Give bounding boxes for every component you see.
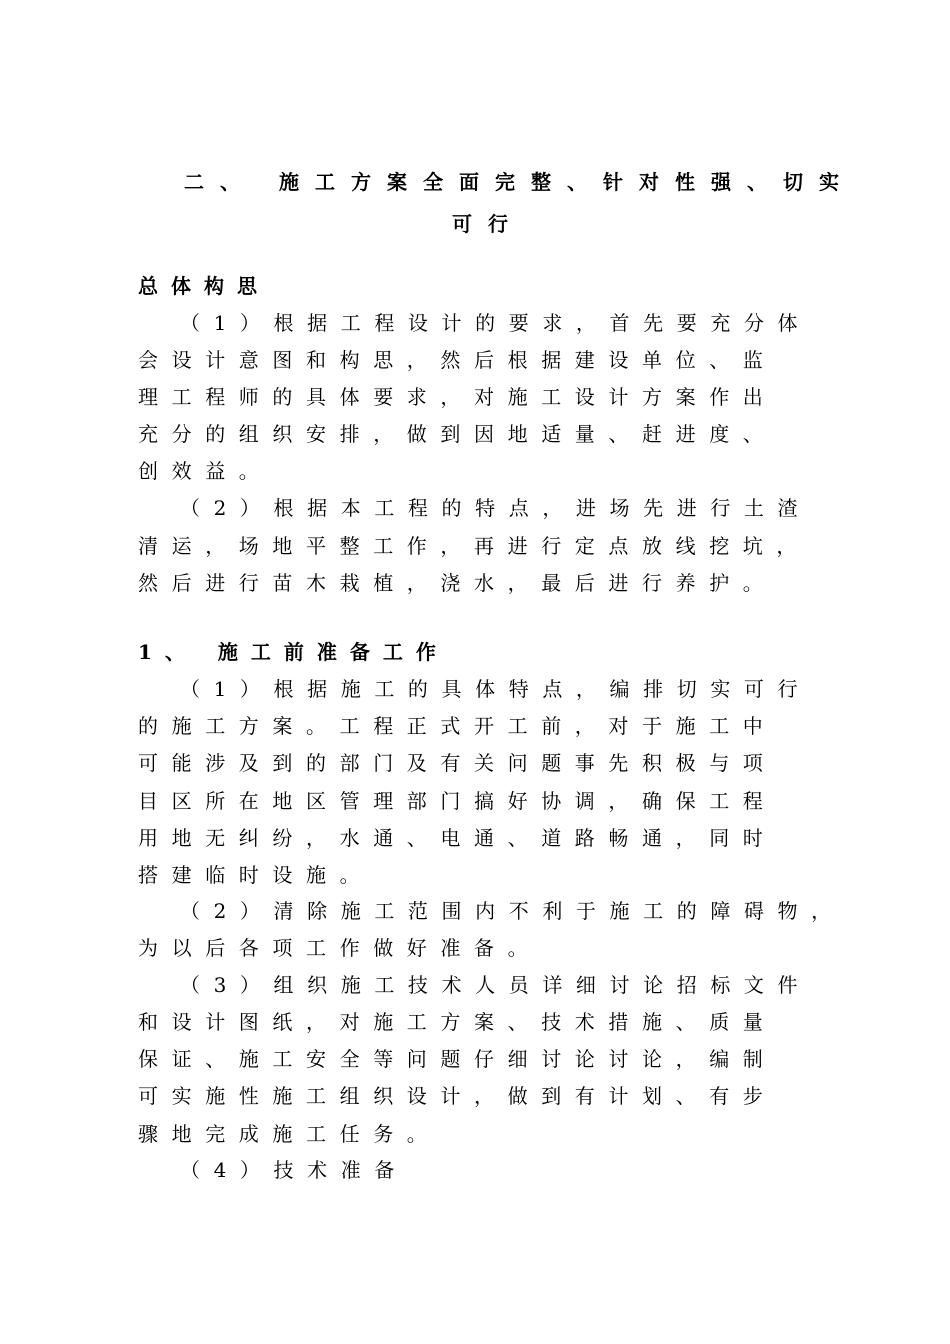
paragraph-line: 会设计意图和构思，然后根据建设单位、监	[138, 348, 777, 372]
paragraph-line: 骤地完成施工任务。	[138, 1122, 441, 1146]
paragraph-line: 然后进行苗木栽植，浇水，最后进行养护。	[138, 571, 777, 595]
paragraph-line: 清运，场地平整工作，再进行定点放线挖坑，	[138, 534, 810, 558]
section-heading-preparation: 1、 施工前准备工作	[138, 640, 449, 664]
section-heading-overall: 总体构思	[138, 274, 270, 298]
paragraph-line: 可能涉及到的部门及有关问题事先积极与项	[138, 751, 777, 775]
paragraph-line: （1）根据工程设计的要求，首先要充分体	[180, 311, 812, 335]
paragraph-line: （4）技术准备	[180, 1158, 408, 1182]
paragraph-line: 用地无纠纷，水通、电通、道路畅通，同时	[138, 826, 777, 850]
paragraph-line: 可实施性施工组织设计，做到有计划、有步	[138, 1084, 777, 1108]
paragraph-line: （3）组织施工技术人员详细讨论招标文件	[180, 973, 812, 997]
paragraph-line: 保证、施工安全等问题仔细讨论讨论，编制	[138, 1047, 777, 1071]
paragraph-line: 的施工方案。工程正式开工前，对于施工中	[138, 714, 777, 738]
paragraph-line: 理工程师的具体要求，对施工设计方案作出	[138, 385, 777, 409]
paragraph-line: 创效益。	[138, 459, 273, 483]
paragraph-line: （2）根据本工程的特点，进场先进行土渣	[180, 496, 812, 520]
paragraph-line: 搭建临时设施。	[138, 863, 374, 887]
document-title-line-1: 二、 施工方案全面完整、针对性强、切实	[184, 170, 855, 194]
paragraph-line: （1）根据施工的具体特点，编排切实可行	[180, 677, 812, 701]
paragraph-line: 为以后各项工作做好准备。	[138, 936, 542, 960]
paragraph-line: 目区所在地区管理部门搞好协调，确保工程	[138, 789, 777, 813]
paragraph-line: （2）清除施工范围内不利于施工的障碍物，	[180, 899, 845, 923]
paragraph-line: 充分的组织安排，做到因地适量、赶进度、	[138, 422, 777, 446]
paragraph-line: 和设计图纸，对施工方案、技术措施、质量	[138, 1010, 777, 1034]
document-title-line-2: 可行	[452, 212, 524, 236]
